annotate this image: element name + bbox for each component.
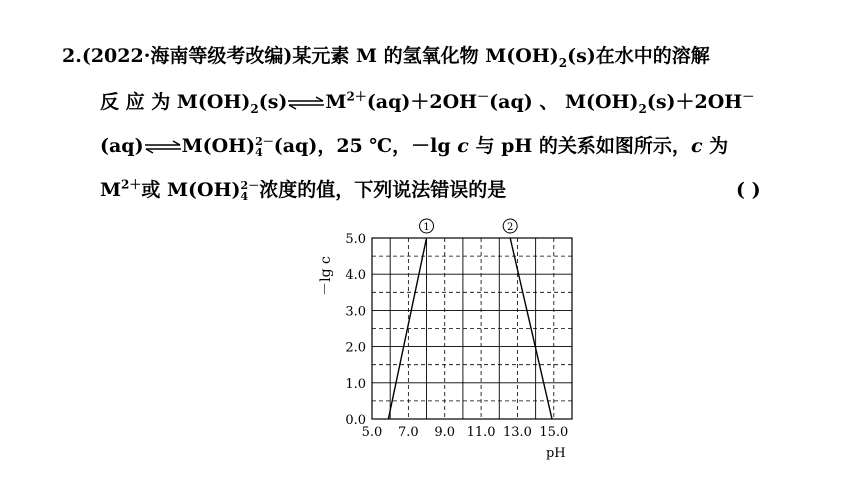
charge-stack [255,136,274,158]
subscript: 2 [250,101,259,116]
question-number: 2. [62,45,82,67]
series-label: 2 [506,222,514,233]
question-text: 或 M(OH) [141,179,241,201]
superscript: － [477,89,490,104]
question-text: (aq) 、 M(OH) [489,91,639,113]
answer-bracket: ( ) [736,179,761,201]
subscript: 4 [255,146,263,159]
question-text: M [100,179,122,201]
chart-ticks [345,232,568,440]
question-text: M(OH) [181,135,256,157]
italic-c: c [690,135,703,157]
question-text: 与 pH 的关系如图所示， [468,135,691,157]
question-line-2 [100,88,754,116]
question-text: (aq) [100,135,144,157]
superscript: 2＋ [346,89,367,104]
y-tick-label: 1.0 [345,376,366,392]
y-tick-label: 3.0 [345,304,366,320]
question-source: (2022·海南等级考改编) [81,45,293,67]
question-text: (s) [258,91,288,113]
italic-c: c [457,135,469,157]
subscript: 4 [240,190,249,203]
equilibrium-arrow-icon [144,140,182,154]
x-tick-label: 11.0 [466,425,496,440]
x-tick-label: 5.0 [361,425,383,440]
charge-stack [241,180,260,202]
y-tick-label: 5.0 [345,232,366,247]
question-line-4 [100,176,506,204]
x-tick-label: 13.0 [502,425,532,440]
question-text: (s)在水中的溶解 [567,45,710,67]
question-text: 反 应 为 M(OH) [100,91,251,113]
series-line-2 [510,238,552,419]
ph-lgc-chart [300,212,600,472]
chart-series [388,219,552,419]
superscript: 2－ [240,179,260,192]
question-text: M [325,91,347,113]
x-axis-label: pH [545,446,566,461]
superscript: － [742,89,755,104]
x-tick-label: 15.0 [539,425,569,440]
question-text: (s)＋2OH [646,91,743,113]
subscript: 2 [638,101,647,116]
series-label: 1 [423,222,430,233]
y-tick-label: 0.0 [345,413,366,428]
y-tick-label: 2.0 [345,340,366,356]
question-text: (aq)，25 ℃，－lg [273,135,458,157]
superscript: 2－ [255,135,274,148]
question-text: 某元素 M 的氢氧化物 M(OH) [292,45,559,67]
question-line-1 [62,42,710,70]
x-tick-label: 7.0 [398,425,419,440]
question-text: (aq)＋2OH [366,91,478,113]
superscript: 2＋ [121,177,142,192]
equilibrium-arrow-icon [287,96,325,110]
question-text: 浓度的值，下列说法错误的是 [259,179,507,201]
y-tick-label: 4.0 [345,268,366,284]
question-line-3 [100,132,728,160]
question-text: 为 [702,135,729,157]
chart-grid [372,238,572,419]
x-tick-label: 9.0 [434,425,456,440]
y-axis-label: －lg c [318,256,334,296]
subscript: 2 [558,55,568,70]
